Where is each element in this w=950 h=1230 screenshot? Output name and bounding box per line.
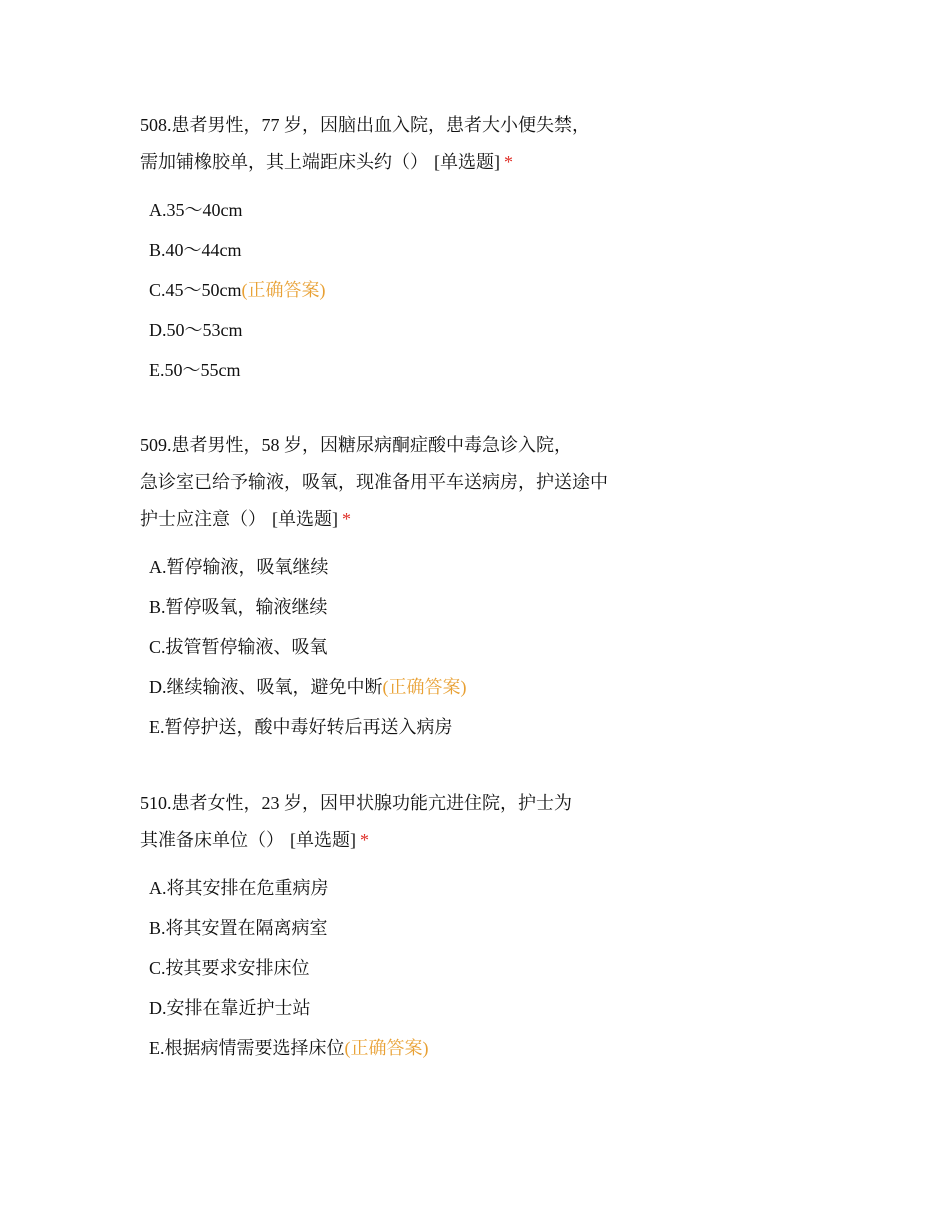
question-text-end: 护士应注意（） xyxy=(140,509,266,529)
options-list xyxy=(140,190,760,390)
option-c[interactable] xyxy=(149,948,760,988)
option-label: E.根据病情需要选择床位 xyxy=(149,1038,345,1058)
option-a[interactable] xyxy=(149,190,760,230)
option-label: C.拔管暂停输液、吸氧 xyxy=(149,637,328,657)
options-list xyxy=(140,547,760,747)
option-label: D.50～53cm xyxy=(149,320,243,340)
option-label: C.45～50cm xyxy=(149,280,242,300)
question-text-line: 509.患者男性，58 岁，因糖尿病酮症酸中毒急诊入院， xyxy=(140,435,572,455)
option-d[interactable] xyxy=(149,667,760,707)
question-text-line xyxy=(140,822,760,859)
option-d[interactable] xyxy=(149,310,760,350)
question-text-line: 510.患者女性，23 岁，因甲状腺功能亢进住院，护士为 xyxy=(140,793,572,813)
option-b[interactable] xyxy=(149,908,760,948)
question-type-label: [单选题] xyxy=(290,830,356,850)
option-label: E.暂停护送，酸中毒好转后再送入病房 xyxy=(149,717,453,737)
question-510 xyxy=(140,785,760,1068)
option-e[interactable] xyxy=(149,350,760,390)
correct-answer-tag: (正确答案) xyxy=(382,677,467,697)
option-label: B.暂停吸氧，输液继续 xyxy=(149,597,328,617)
question-text-line xyxy=(140,144,760,181)
question-text-line: 急诊室已给予输液，吸氧，现准备用平车送病房，护送途中 xyxy=(140,472,608,492)
option-e[interactable] xyxy=(149,1028,760,1068)
option-b[interactable] xyxy=(149,230,760,270)
option-label: B.40～44cm xyxy=(149,240,242,260)
option-label: A.暂停输液，吸氧继续 xyxy=(149,557,329,577)
option-label: A.将其安排在危重病房 xyxy=(149,878,329,898)
option-d[interactable] xyxy=(149,988,760,1028)
question-type-label: [单选题] xyxy=(272,509,338,529)
option-label: C.按其要求安排床位 xyxy=(149,958,310,978)
required-mark: * xyxy=(342,509,351,529)
option-b[interactable] xyxy=(149,587,760,627)
question-text-line: 508.患者男性，77 岁，因脑出血入院，患者大小便失禁， xyxy=(140,115,590,135)
options-list xyxy=(140,868,760,1068)
option-label: D.安排在靠近护士站 xyxy=(149,998,311,1018)
required-mark: * xyxy=(360,830,369,850)
option-c[interactable] xyxy=(149,270,760,310)
question-508 xyxy=(140,107,760,390)
option-label: A.35～40cm xyxy=(149,200,243,220)
option-e[interactable] xyxy=(149,707,760,747)
question-type-label: [单选题] xyxy=(434,152,500,172)
question-text-end: 其准备床单位（） xyxy=(140,830,284,850)
question-509 xyxy=(140,427,760,747)
option-a[interactable] xyxy=(149,868,760,908)
option-a[interactable] xyxy=(149,547,760,587)
correct-answer-tag: (正确答案) xyxy=(344,1038,429,1058)
required-mark: * xyxy=(504,152,513,172)
option-label: B.将其安置在隔离病室 xyxy=(149,918,328,938)
question-text-line xyxy=(140,501,760,538)
correct-answer-tag: (正确答案) xyxy=(241,280,326,300)
option-c[interactable] xyxy=(149,627,760,667)
question-text-end: 需加铺橡胶单，其上端距床头约（） xyxy=(140,152,428,172)
option-label: D.继续输液、吸氧，避免中断 xyxy=(149,677,383,697)
option-label: E.50～55cm xyxy=(149,360,241,380)
